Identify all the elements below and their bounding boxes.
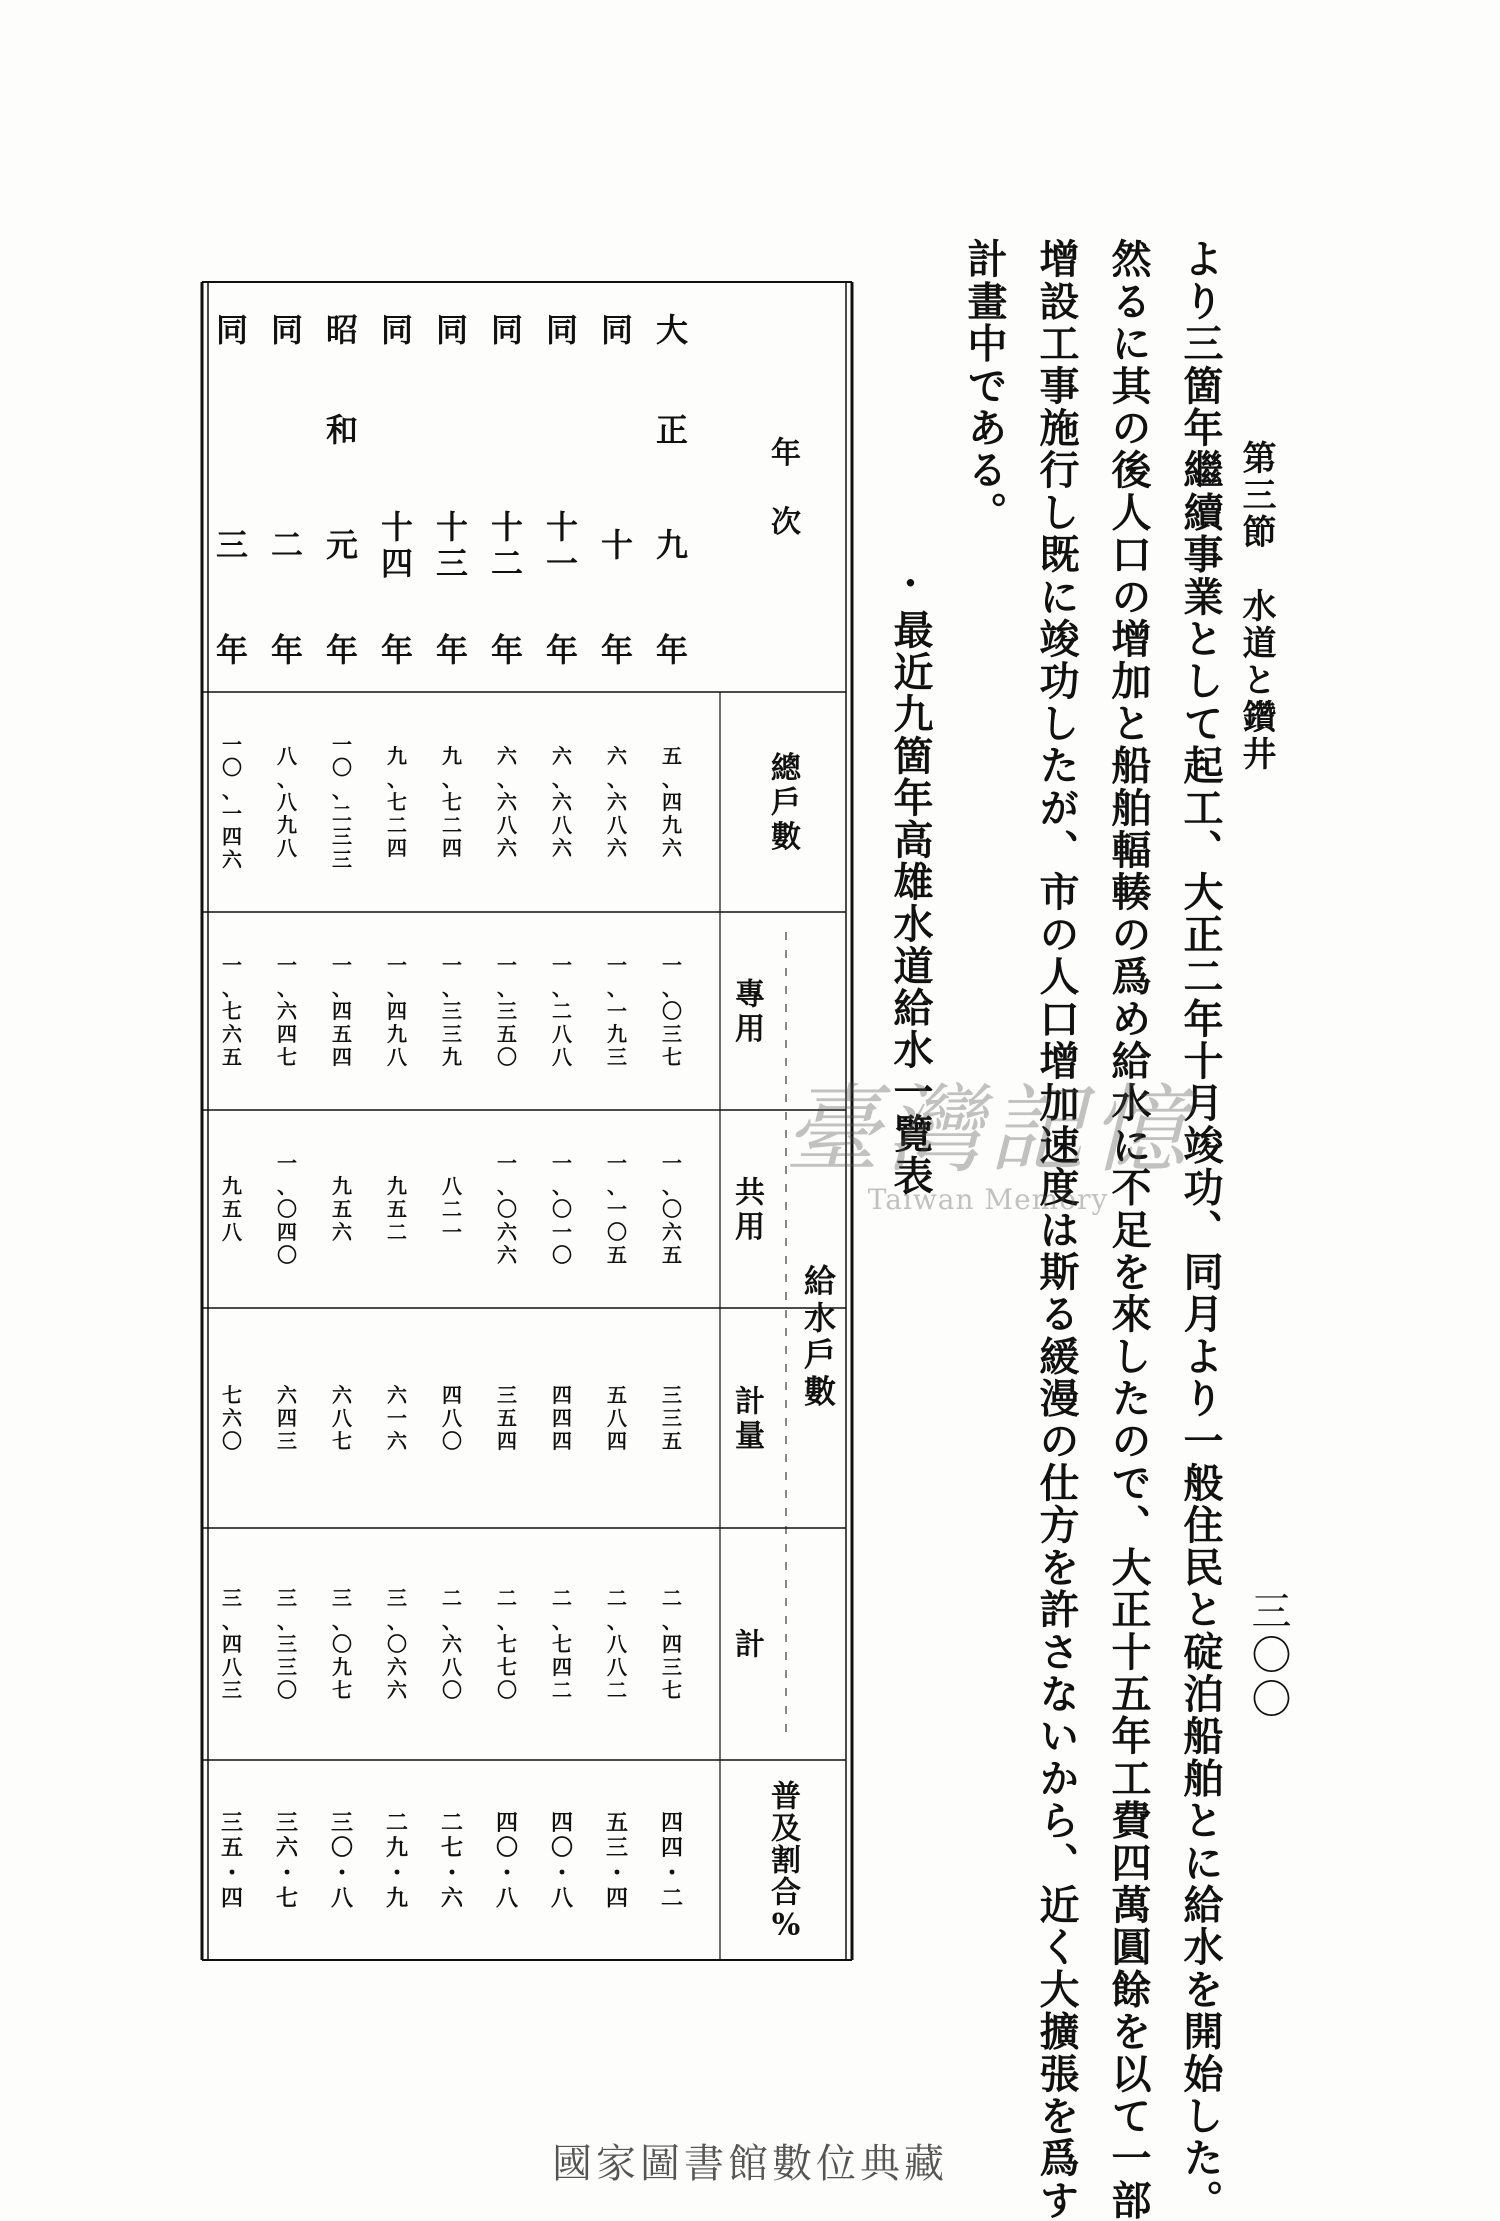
year-suffix: 年 (215, 631, 249, 670)
year-cell (381, 311, 413, 669)
header-total: 計 (735, 1627, 765, 1663)
year-cell (656, 311, 688, 669)
year-number: 三 (215, 526, 249, 565)
cell-total: 二、七四二 (552, 1586, 572, 1702)
year-suffix: 年 (435, 631, 469, 670)
cell-exclusive: 一、四五四 (332, 953, 352, 1069)
cell-total: 二、八八二 (607, 1586, 627, 1702)
cell-total: 二、六八〇 (442, 1586, 462, 1702)
body-line-3: 增設工事施行し既に竣功したが、市の人口增加速度は斯る緩漫の仕方を許さないから、近く大擴張を爲す (1033, 238, 1080, 2221)
cell-metered: 六八七 (332, 1383, 352, 1453)
watermark-text: 臺灣記憶 (784, 1074, 1192, 1186)
year-suffix: 年 (600, 631, 634, 670)
year-cell (601, 311, 633, 669)
year-suffix: 年 (270, 631, 304, 670)
year-era2: 和 (325, 411, 359, 450)
cell-total-households: 六、六八六 (497, 744, 517, 860)
cell-exclusive: 一、六四七 (277, 953, 297, 1069)
year-suffix: 年 (545, 631, 579, 670)
cell-shared: 九五六 (332, 1174, 352, 1244)
year-era: 同 (380, 311, 414, 350)
cell-shared: 九五二 (387, 1174, 407, 1244)
year-cell (436, 311, 468, 669)
cell-exclusive: 一、二八八 (552, 953, 572, 1069)
page-number: 三〇〇 (1245, 1590, 1291, 1722)
year-number: 十一 (545, 507, 579, 583)
cell-rate: 二七・六 (440, 1809, 464, 1912)
year-era: 同 (545, 311, 579, 350)
year-suffix: 年 (380, 631, 414, 670)
cell-metered: 五八四 (607, 1383, 627, 1453)
cell-metered: 六一六 (387, 1383, 407, 1453)
year-era: 同 (600, 311, 634, 350)
year-cell (271, 311, 303, 669)
cell-total: 三、〇六六 (387, 1586, 407, 1702)
cell-shared: 八二一 (442, 1174, 462, 1244)
section-header: 第三節 水道と鑽井 (1236, 440, 1276, 773)
year-number: 九 (655, 526, 689, 565)
cell-rate: 五三・四 (605, 1809, 629, 1912)
year-number: 十二 (490, 507, 524, 583)
cell-exclusive: 一、七六五 (222, 953, 242, 1069)
cell-shared: 一、一〇五 (607, 1151, 627, 1267)
year-cell (326, 311, 358, 669)
cell-rate: 四四・二 (660, 1809, 684, 1912)
body-line-4: 計畫中である。 (961, 238, 1008, 534)
body-line-2: 然るに其の後人口の增加と船舶輻輳の爲め給水に不足を來したので、大正十五年工費四萬圓餘を以て一部 (1105, 238, 1152, 2221)
cell-rate: 三〇・八 (330, 1809, 354, 1912)
header-exclusive: 專用 (735, 977, 765, 1047)
cell-total-households: 六、六八六 (607, 744, 627, 860)
cell-total-households: 八、八九八 (277, 744, 297, 860)
cell-total: 二、四三七 (662, 1586, 682, 1702)
year-suffix: 年 (325, 631, 359, 670)
year-number: 十三 (435, 507, 469, 583)
cell-rate: 三五・四 (220, 1809, 244, 1912)
year-era: 同 (435, 311, 469, 350)
header-shared: 共用 (735, 1175, 765, 1245)
header-penetration: 普及割合% (771, 1779, 801, 1943)
year-suffix: 年 (655, 631, 689, 670)
table-title: ·最近九箇年高雄水道給水一覽表 (887, 560, 934, 1197)
header-year: 年 次 (771, 436, 801, 540)
table-body (216, 311, 688, 1912)
cell-rate: 四〇・八 (550, 1809, 574, 1912)
cell-shared: 一、〇六六 (497, 1151, 517, 1267)
cell-shared: 九五八 (222, 1174, 242, 1244)
year-number: 十 (600, 526, 634, 565)
cell-metered: 四八〇 (442, 1383, 462, 1453)
cell-shared: 一、〇四〇 (277, 1151, 297, 1267)
cell-rate: 四〇・八 (495, 1809, 519, 1912)
cell-metered: 七六〇 (222, 1383, 242, 1453)
cell-total: 三、〇九七 (332, 1586, 352, 1702)
cell-total: 二、七七〇 (497, 1586, 517, 1702)
header-supply-group: 給水戶數 (803, 1262, 837, 1411)
body-line-1: より三箇年繼續事業として起工、大正二年十月竣功、同月より一般住民と碇泊船舶とに給水を開始した。 (1177, 238, 1224, 2221)
cell-total-households: 九、七二四 (387, 744, 407, 860)
cell-shared: 一、〇一〇 (552, 1151, 572, 1267)
year-era: 昭 (325, 311, 359, 350)
year-cell (491, 311, 523, 669)
header-metered: 計量 (735, 1384, 765, 1454)
cell-total-households: 五、四九六 (662, 744, 682, 860)
cell-exclusive: 一、一九三 (607, 953, 627, 1069)
year-number: 二 (270, 526, 304, 565)
year-number: 十四 (380, 507, 414, 583)
cell-total: 三、三三〇 (277, 1586, 297, 1702)
watermark-subtext: Taiwan Memory (867, 1183, 1109, 1216)
cell-metered: 六四三 (277, 1383, 297, 1453)
year-era: 大 (655, 311, 689, 350)
header-total-households: 總戶數 (771, 751, 801, 855)
footer-credit: 國家圖書館數位典藏 (552, 2141, 948, 2187)
cell-metered: 四四四 (552, 1383, 572, 1453)
cell-exclusive: 一、三五〇 (497, 953, 517, 1069)
cell-rate: 三六・七 (275, 1809, 299, 1912)
cell-exclusive: 一、四九八 (387, 953, 407, 1069)
cell-exclusive: 一、〇三七 (662, 953, 682, 1069)
cell-metered: 三五四 (497, 1383, 517, 1453)
cell-rate: 二九・九 (385, 1809, 409, 1912)
cell-total-households: 六、六八六 (552, 744, 572, 860)
year-suffix: 年 (490, 631, 524, 670)
year-number: 元 (325, 526, 359, 565)
year-cell (216, 311, 248, 669)
cell-total: 三、四八三 (222, 1586, 242, 1702)
year-era: 同 (215, 311, 249, 350)
cell-total-households: 一〇、二三三 (332, 732, 352, 872)
cell-metered: 三三五 (662, 1383, 682, 1453)
cell-total-households: 一〇、一四六 (222, 732, 242, 872)
year-cell (546, 311, 578, 669)
cell-shared: 一、〇六五 (662, 1151, 682, 1267)
year-era2: 正 (655, 411, 689, 450)
year-era: 同 (270, 311, 304, 350)
year-era: 同 (490, 311, 524, 350)
watermark (748, 1075, 1228, 1245)
cell-total-households: 九、七二四 (442, 744, 462, 860)
cell-exclusive: 一、三三九 (442, 953, 462, 1069)
